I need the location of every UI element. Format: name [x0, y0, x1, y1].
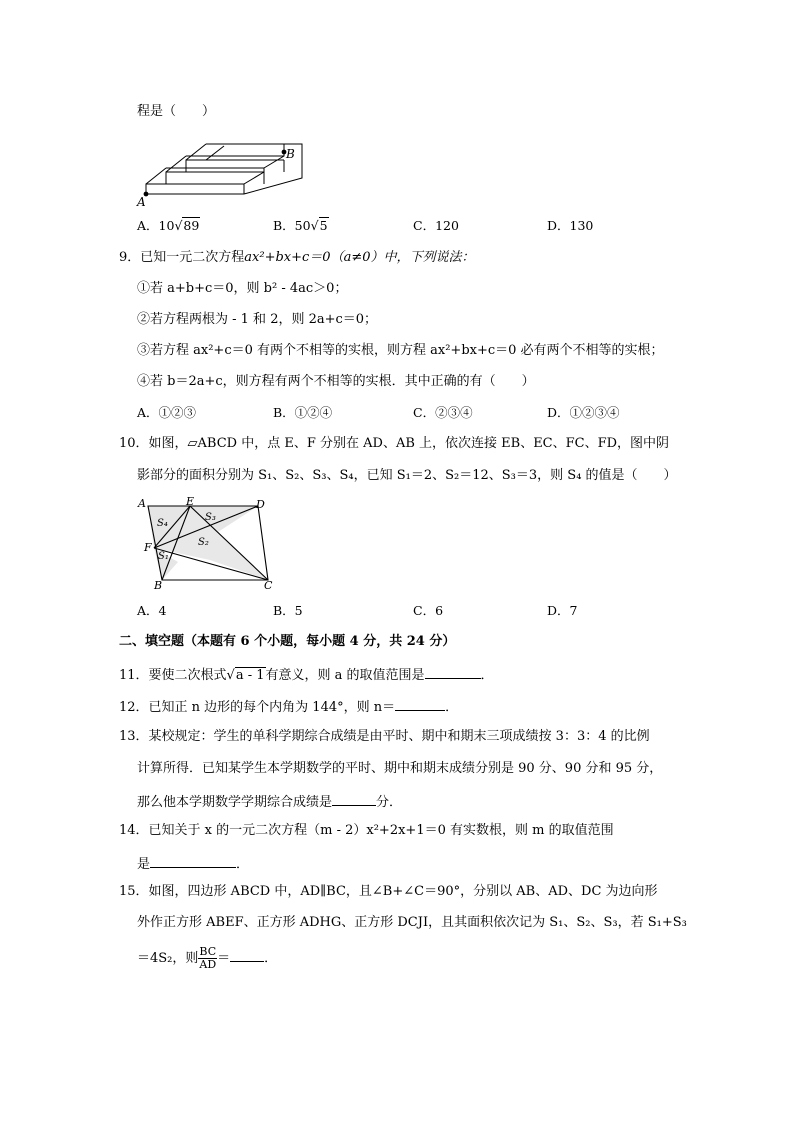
- q9-options: [137, 405, 697, 423]
- q14-line2: 是 ．: [137, 854, 249, 873]
- q10-stem-line1: 10．如图，▱ABCD 中，点 E、F 分别在 AD、AB 上，依次连接 EB、EC、FC、FD，图中阴: [119, 436, 670, 451]
- q14-line1: 14．已知关于 x 的一元二次方程（m - 2）x²+2x+1＝0 有实数根，则 m 的取值范围: [119, 823, 614, 838]
- fig-label-c: C: [264, 579, 273, 592]
- q13-line3: 那么他本学期数学学期综合成绩是 分．: [137, 792, 402, 811]
- q9-statement-2: ②若方程两根为 - 1 和 2，则 2a+c＝0；: [137, 312, 378, 327]
- q13-line1: 13．某校规定：学生的单科学期综合成绩是由平时、期中和期末三项成绩按 3：3：4 的比例: [119, 729, 650, 744]
- q15-line2: 外作正方形 ABEF、正方形 ADHG、正方形 DCJI，且其面积依次记为 S₁、S₂、S₃，若 S₁+S₃: [137, 915, 687, 930]
- q14-answer-blank[interactable]: [150, 854, 236, 868]
- q9-stem: 9．已知一元二次方程ax²+bx+c＝0（a≠0）中，下列说法：: [119, 250, 475, 265]
- q11-text: 11．要使二次根式√a - 1有意义，则 a 的取值范围是 ．: [119, 665, 494, 684]
- q9-option-c: C．②③④: [413, 405, 473, 420]
- fig-label-s3: S₃: [205, 512, 216, 523]
- q8-option-d: D．130: [547, 218, 594, 233]
- section-heading: 二、填空题（本题有 6 个小题，每小题 4 分，共 24 分）: [119, 634, 456, 649]
- q15-line3: ＝4S₂，则 $\frac{BC}{AD}$ ＝ ．: [137, 945, 278, 971]
- staircase-label-b: B: [286, 147, 295, 161]
- q9-statement-1: ①若 a+b+c＝0，则 b² - 4ac＞0；: [137, 281, 348, 296]
- q9-option-b: B．①②④: [273, 405, 333, 420]
- q10-option-b: B．5: [273, 603, 303, 618]
- fig-label-s4: S₄: [157, 518, 168, 529]
- q8-option-c: C．120: [413, 218, 459, 233]
- q8-option-a: A．10√89: [137, 218, 200, 233]
- q10-option-d: D．7: [547, 603, 578, 618]
- q8-stem-tail: 程是（ ）: [137, 104, 216, 119]
- q15-fraction: $\frac{BC}{AD}$: [199, 945, 217, 971]
- staircase-figure: [136, 128, 306, 210]
- q8-options: [137, 218, 697, 236]
- q15-answer-blank[interactable]: [230, 948, 264, 962]
- q15-line1: 15．如图，四边形 ABCD 中，AD∥BC，且∠B+∠C＝90°，分别以 AB、AD、DC 为边向形: [119, 884, 658, 899]
- q10-stem-line2: 影部分的面积分别为 S₁、S₂、S₃、S₄，已知 S₁＝2、S₂＝12、S₃＝3，则 S₄ 的值是（ ）: [137, 468, 677, 483]
- fig-label-a: A: [138, 497, 146, 510]
- q9-option-d: D．①②③④: [547, 405, 620, 420]
- q13-answer-blank[interactable]: [332, 792, 376, 806]
- fig-label-f: F: [144, 541, 152, 554]
- fig-label-s2: S₂: [198, 537, 209, 548]
- q9-statement-4: ④若 b＝2a+c，则方程有两个不相等的实根．其中正确的有（ ）: [137, 374, 535, 389]
- staircase-label-a: A: [137, 195, 146, 209]
- fig-label-e: E: [186, 495, 195, 508]
- fig-label-s1: S₁: [158, 551, 169, 562]
- q10-option-a: A．4: [137, 603, 167, 618]
- q10-option-c: C．6: [413, 603, 444, 618]
- q8-option-b: B．50√5: [273, 218, 328, 233]
- q12-text: 12．已知正 n 边形的每个内角为 144°，则 n＝ ．: [119, 697, 458, 716]
- q11-answer-blank[interactable]: [425, 665, 481, 679]
- fig-label-d: D: [256, 498, 265, 511]
- q12-answer-blank[interactable]: [395, 697, 445, 711]
- q13-line2: 计算所得．已知某学生本学期数学的平时、期中和期末成绩分别是 90 分、90 分和 95 分，: [137, 761, 663, 776]
- q10-options: [137, 603, 697, 621]
- fig-label-b: B: [154, 579, 163, 592]
- q9-option-a: A．①②③: [137, 405, 197, 420]
- q9-statement-3: ③若方程 ax²+c＝0 有两个不相等的实根，则方程 ax²+bx+c＝0 必有两个不相等的实根；: [137, 343, 664, 358]
